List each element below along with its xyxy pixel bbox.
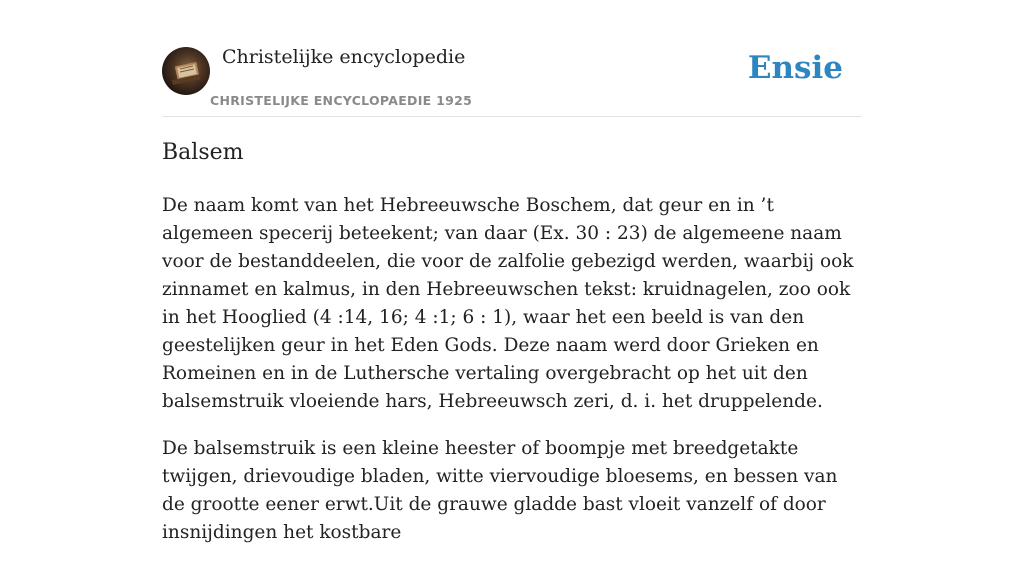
article-paragraph: De naam komt van het Hebreeuwsche Boschem, dat geur en in ’t algemeen specerij beteekent; van daar (Ex. 30 : 23) de algemeene naam voor de bestanddeelen, die voor de zalfolie gebezigd werden, waarbij ook zinnamet en kalmus, in den Hebreeuwschen tekst: kruidnagelen, zoo ook in het Hooglied (4 :14, 16; 4 :1; 6 : 1), waar het een beeld is van den geestelijken geur in het Eden Gods. Deze naam werd door Grieken en Romeinen en in de Luthersche vertaling overgebracht op het uit den balsemstruik vloeiende hars, Hebreeuwsch zeri, d. i. het druppelende.: [162, 195, 854, 412]
ensie-logo-link[interactable]: Ensie: [747, 50, 843, 86]
source-title[interactable]: Christelijke encyclopedie: [222, 46, 466, 68]
article-body: [162, 192, 862, 566]
source-subtitle[interactable]: CHRISTELIJKE ENCYCLOPAEDIE 1925: [210, 93, 473, 108]
source-header: [162, 44, 862, 117]
article-title: Balsem: [162, 140, 244, 165]
book-photo-icon: [162, 47, 210, 95]
source-avatar[interactable]: [162, 47, 210, 95]
article-paragraph: De balsemstruik is een kleine heester of boompje met breedgetakte twijgen, drievoudige bladen, witte viervoudige bloesems, en bessen van de grootte eener erwt.Uit de grauwe gladde bast vloeit vanzelf of door insnijdingen het kostbare: [162, 438, 838, 543]
